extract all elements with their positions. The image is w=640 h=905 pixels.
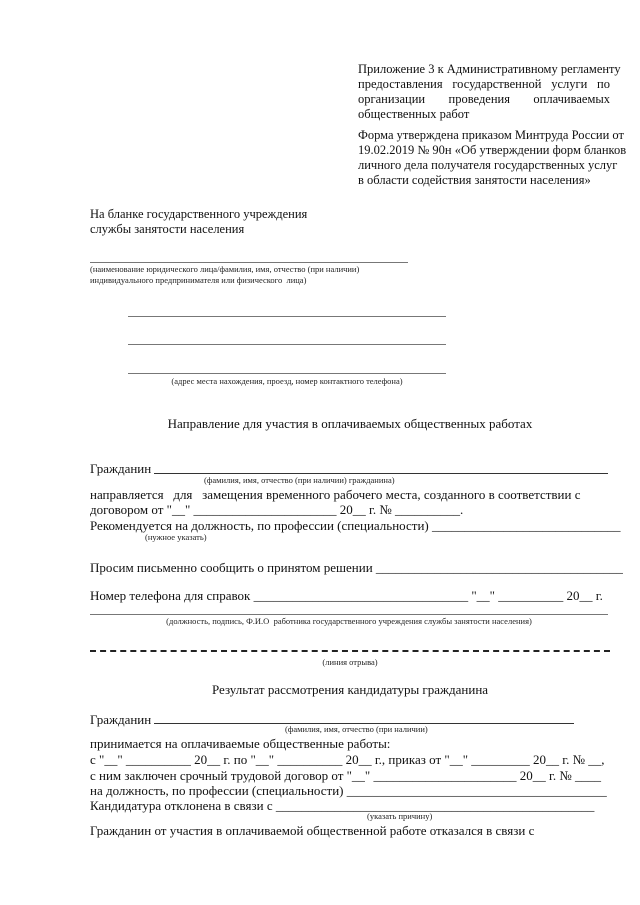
period-line: с "__" __________ 20__ г. по "__" __________ 20__ г., приказ от "__" _________ 20__ г. № __, bbox=[90, 752, 605, 767]
approval-line: личного дела получателя государственных услуг bbox=[358, 158, 618, 172]
address-line-2[interactable] bbox=[128, 344, 446, 345]
recipient-caption bbox=[90, 264, 359, 286]
tear-line bbox=[90, 650, 610, 652]
citizen-caption: (фамилия, имя, отчество (при наличии) гражданина) bbox=[204, 475, 395, 485]
citizen-label: Гражданин bbox=[90, 461, 152, 476]
recipient-caption-line: (наименование юридического лица/фамилия, имя, отчество (при наличии) bbox=[90, 264, 360, 274]
letterhead-line: На бланке государственного учреждения bbox=[90, 207, 308, 221]
appendix-line: Приложение 3 к Административному регламенту bbox=[358, 62, 621, 76]
letterhead-line: службы занятости населения bbox=[90, 222, 245, 236]
accepted-line: принимается на оплачиваемые общественные работы: bbox=[90, 736, 391, 751]
form-approval-note bbox=[358, 128, 627, 188]
recipient-caption-line: индивидуального предпринимателя или физического лица) bbox=[90, 275, 307, 285]
address-line-1[interactable] bbox=[128, 316, 446, 317]
appendix-line: организации проведения оплачиваемых bbox=[358, 92, 610, 106]
phone-line: Номер телефона для справок _________________________________ "__" __________ 20__ г. bbox=[90, 588, 603, 603]
result-contract-line: с ним заключен срочный трудовой договор от "__" ______________________ 20__ г. № ____ bbox=[90, 768, 602, 783]
recommended-line: Рекомендуется на должность, по профессии (специальности) _____________________________ bbox=[90, 518, 621, 533]
document-title: Направление для участия в оплачиваемых общественных работах bbox=[167, 416, 533, 431]
rejected-line: Кандидатура отклонена в связи с _________________________________________________ bbox=[90, 798, 595, 813]
request-line: Просим письменно сообщить о принятом решении ______________________________________ bbox=[90, 560, 623, 575]
result-title: Результат рассмотрения кандидатуры гражданина bbox=[211, 682, 489, 697]
approval-line: 19.02.2019 № 90н «Об утверждении форм бланков bbox=[358, 143, 627, 157]
appendix-note bbox=[358, 62, 621, 122]
result-citizen-caption: (фамилия, имя, отчество (при наличии) bbox=[285, 724, 428, 734]
recipient-name-line[interactable] bbox=[90, 262, 408, 263]
directed-line: направляется для замещения временного рабочего места, созданного в соответствии с bbox=[90, 487, 581, 502]
position-line: на должность, по профессии (специальности) ________________________________________ bbox=[90, 783, 607, 798]
approval-line: в области содействия занятости населения» bbox=[358, 173, 591, 187]
result-citizen-label: Гражданин bbox=[90, 712, 152, 727]
approval-line: Форма утверждена приказом Минтруда России от bbox=[358, 128, 624, 142]
contract-line: договором от "__" ______________________ 20__ г. № __________. bbox=[90, 502, 464, 517]
rejected-caption: (указать причину) bbox=[367, 811, 433, 821]
address-line-3[interactable] bbox=[128, 373, 446, 374]
recommended-caption: (нужное указать) bbox=[145, 532, 207, 542]
address-caption: (адрес места нахождения, проезд, номер контактного телефона) bbox=[171, 376, 403, 386]
citizen-name-field[interactable] bbox=[154, 473, 608, 474]
appendix-line: общественных работ bbox=[358, 107, 470, 121]
tear-line-caption: (линия отрыва) bbox=[322, 657, 378, 667]
refused-line: Гражданин от участия в оплачиваемой общественной работе отказался в связи с bbox=[90, 823, 535, 838]
signature-caption: (должность, подпись, Ф.И.О работника государственного учреждения службы занятости населения) bbox=[166, 616, 532, 626]
appendix-line: предоставления государственной услуги по bbox=[358, 77, 610, 91]
letterhead bbox=[90, 207, 307, 237]
signature-line[interactable] bbox=[90, 614, 608, 615]
